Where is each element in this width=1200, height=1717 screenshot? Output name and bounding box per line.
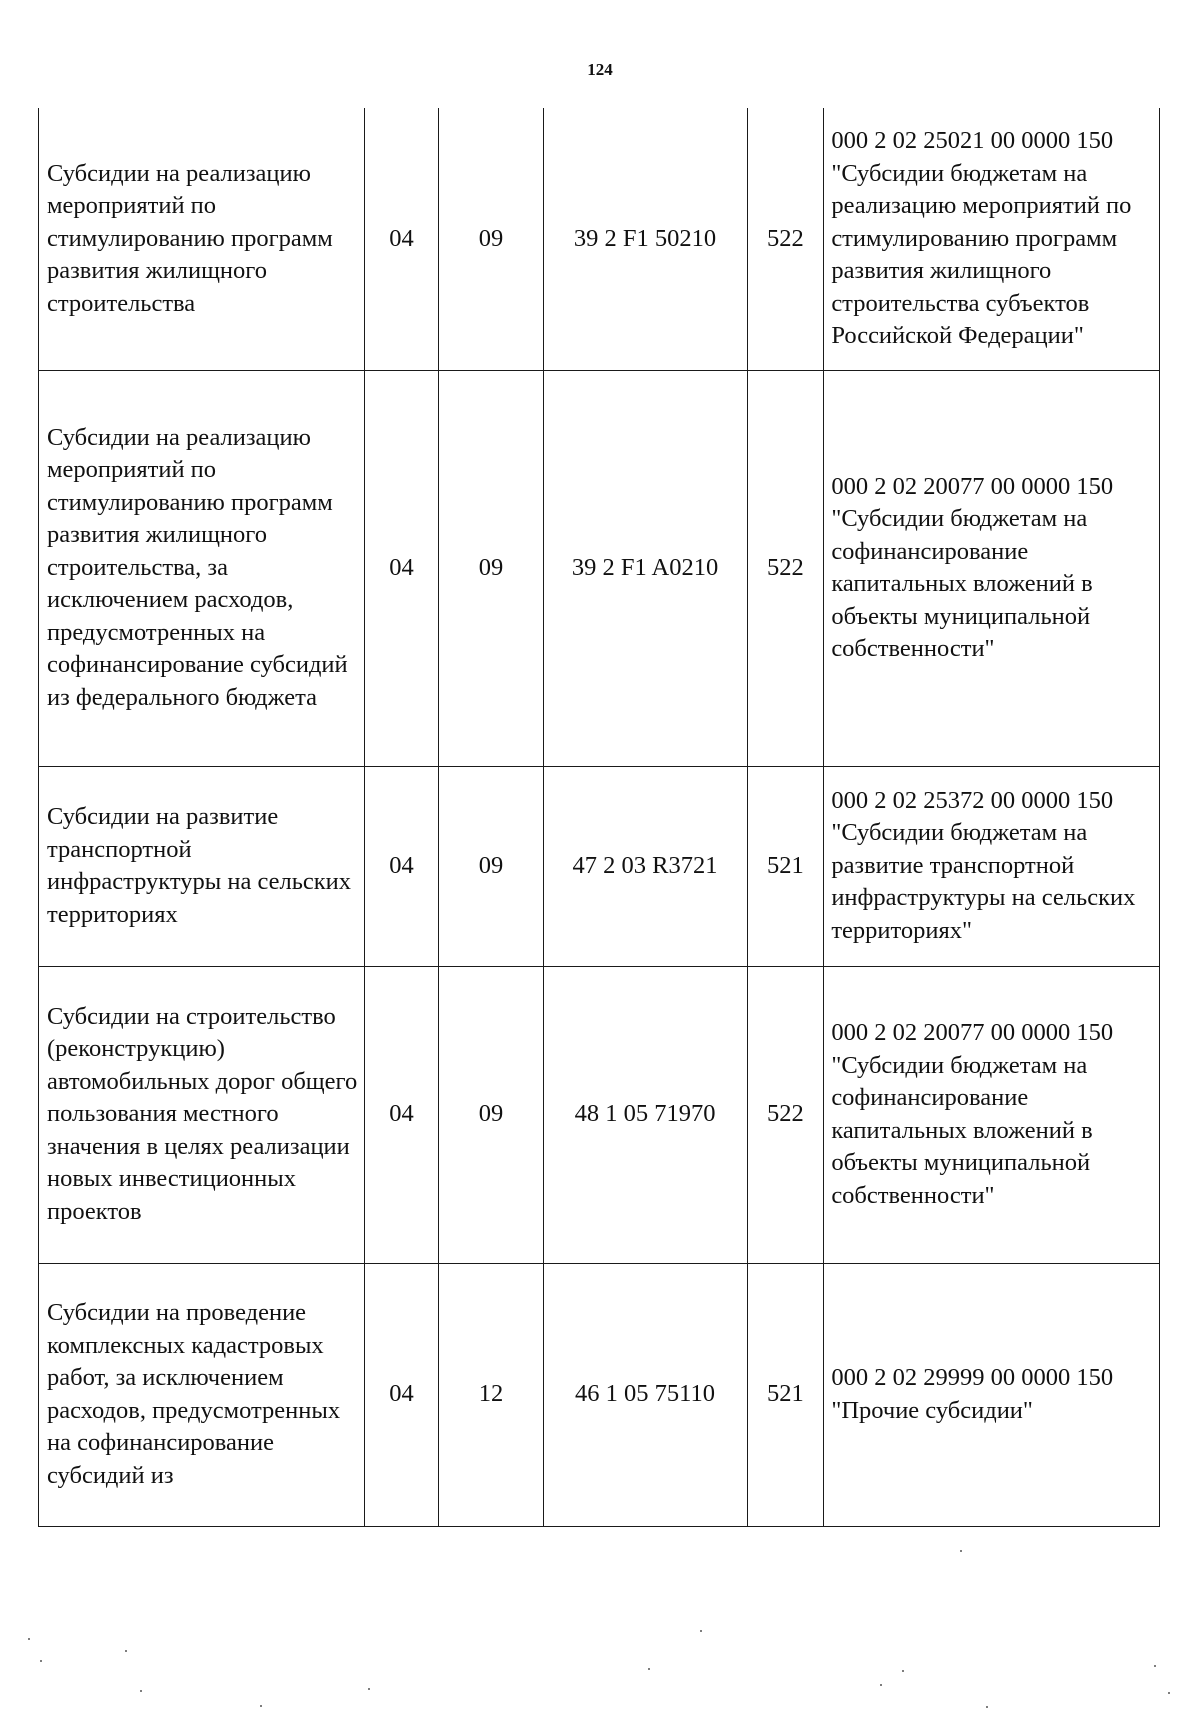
table-row (39, 966, 1160, 1263)
expense-type-cell: 522 (747, 370, 824, 766)
scan-speck (28, 1638, 30, 1640)
section-cell: 04 (364, 370, 439, 766)
scan-speck (260, 1705, 262, 1707)
subsection-cell: 09 (439, 108, 543, 370)
revenue-code-cell: 000 2 02 20077 00 0000 150 "Субсидии бюджетам на софинансирование капитальных вложений в объекты муниципальной собственности" (824, 966, 1160, 1263)
section-cell: 04 (364, 966, 439, 1263)
section-cell: 04 (364, 1263, 439, 1526)
revenue-code-cell: 000 2 02 25021 00 0000 150 "Субсидии бюджетам на реализацию мероприятий по стимулированию программ развития жилищного строительства субъектов Российской Федерации" (824, 108, 1160, 370)
expense-type-cell: 522 (747, 108, 824, 370)
target-article-cell: 39 2 F1 50210 (543, 108, 747, 370)
scan-speck (1154, 1665, 1156, 1667)
subsection-cell: 12 (439, 1263, 543, 1526)
table-row (39, 370, 1160, 766)
row-name-cell: Субсидии на строительство (реконструкцию) автомобильных дорог общего пользования местного значения в целях реализации новых инвестиционных проектов (39, 966, 365, 1263)
table-row (39, 766, 1160, 966)
expense-type-cell: 521 (747, 766, 824, 966)
revenue-code-cell: 000 2 02 25372 00 0000 150 "Субсидии бюджетам на развитие транспортной инфраструктуры на сельских территориях" (824, 766, 1160, 966)
target-article-cell: 48 1 05 71970 (543, 966, 747, 1263)
subsection-cell: 09 (439, 370, 543, 766)
scan-speck (125, 1650, 127, 1652)
scan-speck (648, 1668, 650, 1670)
revenue-code-cell: 000 2 02 29999 00 0000 150 "Прочие субсидии" (824, 1263, 1160, 1526)
table-row (39, 1263, 1160, 1526)
scan-speck (880, 1684, 882, 1686)
row-name-cell: Субсидии на реализацию мероприятий по стимулированию программ развития жилищного строительства, за исключением расходов, предусмотренных на софинансирование субсидий из федерального бюджета (39, 370, 365, 766)
scan-speck (40, 1660, 42, 1662)
scan-speck (960, 1550, 962, 1552)
subsection-cell: 09 (439, 966, 543, 1263)
subsection-cell: 09 (439, 766, 543, 966)
expense-type-cell: 522 (747, 966, 824, 1263)
scan-speck (986, 1706, 988, 1708)
revenue-code-cell: 000 2 02 20077 00 0000 150 "Субсидии бюджетам на софинансирование капитальных вложений в объекты муниципальной собственности" (824, 370, 1160, 766)
target-article-cell: 47 2 03 R3721 (543, 766, 747, 966)
target-article-cell: 46 1 05 75110 (543, 1263, 747, 1526)
scan-speck (368, 1688, 370, 1690)
section-cell: 04 (364, 766, 439, 966)
budget-table (38, 108, 1160, 1527)
expense-type-cell: 521 (747, 1263, 824, 1526)
scan-speck (700, 1630, 702, 1632)
scan-speck (140, 1690, 142, 1692)
section-cell: 04 (364, 108, 439, 370)
target-article-cell: 39 2 F1 A0210 (543, 370, 747, 766)
scan-speck (1168, 1692, 1170, 1694)
scan-speck (902, 1670, 904, 1672)
row-name-cell: Субсидии на реализацию мероприятий по стимулированию программ развития жилищного строительства (39, 108, 365, 370)
row-name-cell: Субсидии на развитие транспортной инфраструктуры на сельских территориях (39, 766, 365, 966)
table-row (39, 108, 1160, 370)
page-number: 124 (587, 60, 613, 79)
row-name-cell: Субсидии на проведение комплексных кадастровых работ, за исключением расходов, предусмотренных на софинансирование субсидий из (39, 1263, 365, 1526)
